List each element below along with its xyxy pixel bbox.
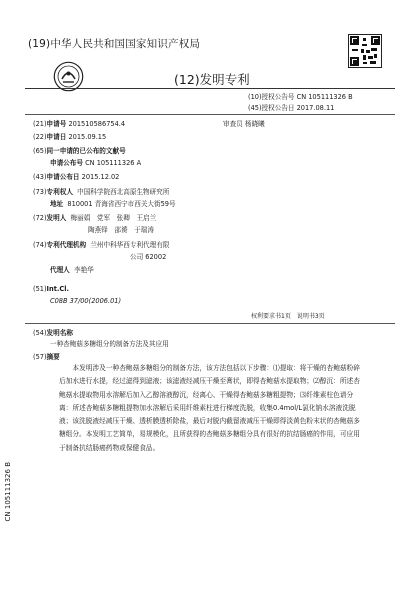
field-int-cl: (51)Int.Cl.	[33, 285, 69, 293]
field-agency-continued: 公司 62002	[130, 253, 167, 261]
invention-title-label: (54)发明名称	[33, 329, 73, 337]
abstract-divider	[25, 323, 395, 324]
qr-code-icon	[348, 34, 382, 68]
field-agency: (74)专利代理机构 兰州中科华西专利代理有限	[33, 241, 170, 249]
field-address: 地址 810001 青海省西宁市西关大街59号	[50, 200, 176, 208]
field-patentee: (73)专利权人 中国科学院西北高原生物研究所	[33, 188, 170, 196]
biblio-divider	[25, 114, 395, 115]
field-filing-date: (22)申请日 2015.09.15	[33, 133, 107, 141]
examiner: 审查员 杨晓曦	[223, 120, 265, 128]
side-document-number: CN 105111326 B	[4, 462, 12, 522]
page-counts: 权利要求书1页 说明书3页	[251, 313, 325, 320]
field-inventors-continued: 陶燕铎 邵赟 于瑞涛	[88, 226, 154, 234]
document-type: (12)发明专利	[174, 72, 250, 87]
field-agent: 代理人 李艳华	[50, 266, 94, 274]
header-divider	[25, 88, 395, 89]
office-name: (19)中华人民共和国国家知识产权局	[28, 38, 201, 50]
field-prior-publication: (65)同一申请的已公布的文献号	[33, 147, 126, 155]
field-int-cl-value: C08B 37/00(2006.01)	[50, 297, 122, 305]
publication-number: (10)授权公告号 CN 105111326 B	[248, 93, 353, 101]
field-publication-date: (43)申请公布日 2015.12.02	[33, 173, 120, 181]
field-application-publication-number: 申请公布号 CN 105111326 A	[50, 159, 142, 167]
invention-title: 一种杏鲍菇多糖组分的制备方法及其应用	[50, 340, 169, 348]
field-application-number: (21)申请号 201510586754.4	[33, 120, 126, 128]
publication-date: (45)授权公告日 2017.08.11	[248, 104, 335, 112]
abstract-label: (57)摘要	[33, 353, 60, 361]
field-inventors: (72)发明人 梅丽娟 党军 张卿 王启兰	[33, 214, 157, 222]
abstract-text: 本发明涉及一种杏鲍菇多糖组分的制备方法，该方法包括以下步骤：⑴提取：将干燥的杏鲍菇粉碎后加水进行水提，经过滤得到滤液；该滤液经减压干燥至膏状，即得杏鲍菇水提取物；⑵醇沉：所述杏鲍菇水提取物用水溶解后加入乙醇溶液醇沉，经离心、干燥得杏鲍菇多糖粗提物；⑶纤维素柱色谱分离：所述杏鲍菇多糖粗提物加水溶解后采用纤维素柱进行梯度洗脱，收集0.4mol/L氯化钠水溶液洗脱液；该洗脱液经减压干燥、透析膜透析除盐，最后对脱内截留液减压干燥即得淡黄色粉末状的杏鲍菇多糖组分。本发明工艺简单，易规模化，且所获得的杏鲍菇多糖组分具有很好的抗结肠癌的作用，可应用于制备抗结肠癌药物或保健食品。	[59, 364, 360, 452]
